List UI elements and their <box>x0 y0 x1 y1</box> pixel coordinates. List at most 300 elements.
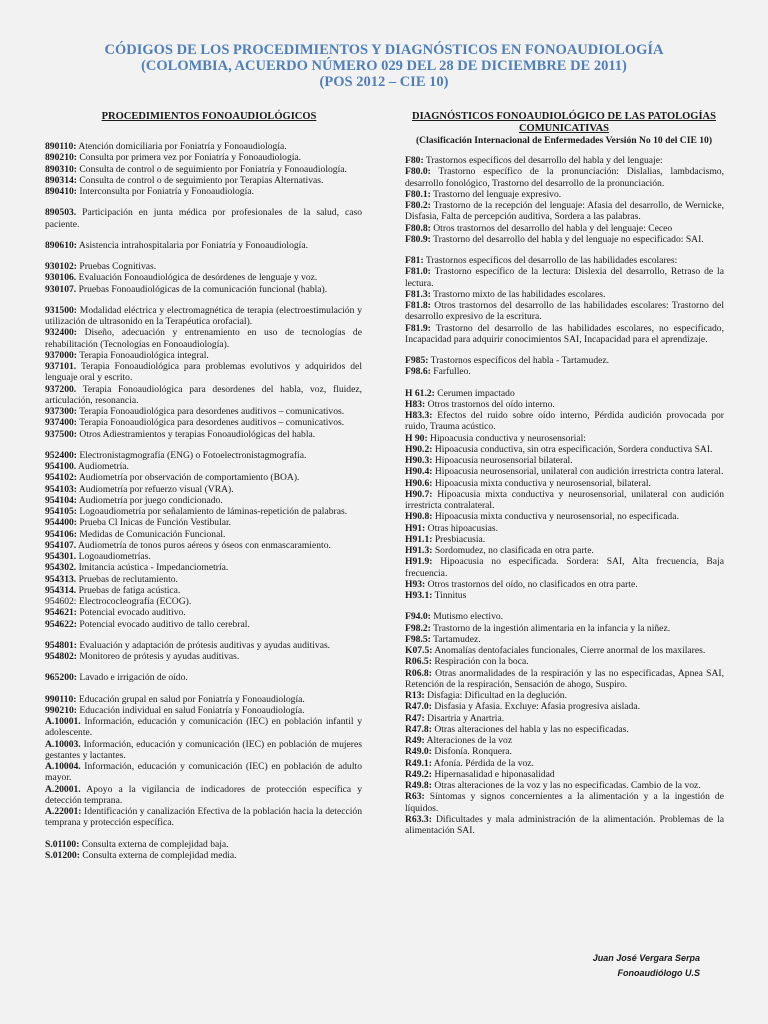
entry-description: Evaluación y adaptación de prótesis auditivas y ayudas auditivas. <box>76 639 331 651</box>
entry-code: F80.1: <box>405 188 431 200</box>
entry-code: 930102: <box>45 261 77 272</box>
diagnosis-entry <box>405 189 724 200</box>
entry-description: Electronistagmografía (ENG) o Fotoelectronistagmografía. <box>76 449 307 461</box>
entry-code: R06.5: <box>405 656 432 668</box>
entry-code: 954103: <box>45 483 77 495</box>
procedure-entry <box>45 207 362 230</box>
diagnosis-entry <box>405 701 724 712</box>
entry-description: Trastornos específicos del habla - Tartamudez. <box>428 355 610 366</box>
procedure-entry <box>45 152 362 163</box>
procedure-entry <box>45 240 362 251</box>
diagnosis-entry <box>405 366 724 377</box>
procedure-entry <box>45 651 362 662</box>
entry-description: Hipoacusia mixta conductiva y neurosensorial, unilateral con audición irrestricta contralateral. <box>405 488 724 511</box>
entry-code: F98.2: <box>405 622 431 634</box>
entry-code: A.10004. <box>45 761 81 772</box>
entry-code: H90.4: <box>405 466 433 478</box>
entry-code: R49: <box>405 735 425 746</box>
document-title <box>0 42 768 90</box>
entry-code: K07.5: <box>405 645 433 656</box>
procedure-entry <box>45 305 362 328</box>
group-gap <box>45 230 362 240</box>
group-gap <box>405 378 724 388</box>
diagnosis-entry <box>405 223 724 234</box>
procedure-entry <box>45 361 362 384</box>
entry-description: Audiometría por juego condicionado. <box>76 494 223 506</box>
procedure-entry <box>45 506 362 517</box>
entry-code: 930106. <box>45 272 77 284</box>
diagnosis-entry <box>405 289 724 300</box>
diagnosis-entry <box>405 656 724 667</box>
entry-description: Hipoacusia conductiva y neurosensorial: <box>427 432 586 444</box>
entry-code: R49.8: <box>405 780 432 791</box>
entry-description: Evaluación Fonoaudiológica de desórdenes de lenguaje y voz. <box>76 272 318 284</box>
entry-code: H93: <box>405 578 426 590</box>
diagnosis-entry <box>405 155 724 166</box>
procedure-entry <box>45 429 362 440</box>
entry-code: 954622: <box>45 618 77 630</box>
entry-description: Presbiacusia. <box>432 533 486 545</box>
diagnosis-entry <box>405 690 724 701</box>
entry-description: Trastorno del desarrollo de las habilidades escolares, no especificado, Incapacidad para adquirir conocimientos SAI, Incapacidad para el aprendizaje. <box>405 322 724 345</box>
entry-description: Disfagia: Dificultad en la deglución. <box>424 690 567 701</box>
procedure-entry <box>45 596 362 607</box>
entry-description: Otros Adiestramientos y terapias Fonoaudiológicas del habla. <box>76 428 316 440</box>
diagnosis-entry <box>405 255 724 266</box>
entry-code: A.22001: <box>45 806 82 817</box>
entry-description: Audiometría. <box>76 461 129 472</box>
diagnosis-entry <box>405 758 724 769</box>
procedure-entry <box>45 350 362 361</box>
diagnoses-subheading: (Clasificación Internacional de Enfermedades Versión No 10 del CIE 10) <box>415 135 713 146</box>
entry-code: F80.0: <box>405 166 431 178</box>
diagnosis-entry <box>405 668 724 691</box>
group-gap <box>45 295 362 305</box>
procedure-entry <box>45 806 362 829</box>
entry-code: F80.8: <box>405 222 431 234</box>
entry-description: Efectos del ruido sobre oído interno, Pérdida audición provocada por ruido, Trauma acústico. <box>405 410 724 433</box>
diagnosis-entry <box>405 545 724 556</box>
entry-description: Atención domiciliaria por Foniatría y Fonoaudiología. <box>76 141 287 152</box>
entry-description: Alteraciones de la voz <box>424 735 513 746</box>
entry-code: 954801: <box>45 639 77 651</box>
procedure-entry <box>45 607 362 618</box>
entry-code: 954301. <box>45 551 77 562</box>
entry-description: Trastorno mixto de las habilidades escolares. <box>430 288 606 300</box>
diagnoses-list <box>405 155 724 836</box>
entry-description: Afonía. Pérdida de la voz. <box>431 757 534 769</box>
entry-code: 890610: <box>45 239 77 251</box>
entry-code: H90.6: <box>405 477 433 489</box>
entry-code: R63.3: <box>405 813 432 825</box>
entry-code: F81.0: <box>405 266 431 278</box>
entry-code: 890314: <box>45 174 77 186</box>
entry-code: 937000: <box>45 349 77 361</box>
procedure-entry <box>45 619 362 630</box>
diagnoses-heading-line-2: COMUNICATIVAS <box>518 122 610 134</box>
procedure-entry <box>45 839 362 850</box>
entry-code: 954313. <box>45 573 77 585</box>
entry-code: 954106: <box>45 528 77 540</box>
diagnosis-entry <box>405 534 724 545</box>
entry-code: A.10001. <box>45 716 81 727</box>
entry-code: F98.6: <box>405 366 431 378</box>
entry-description: Asistencia intrahospitalaria por Foniatría y Fonoaudiología. <box>76 239 308 251</box>
procedure-entry <box>45 705 362 716</box>
entry-description: Potencial evocado auditivo de tallo cerebral. <box>76 618 250 630</box>
signature-role: Fonoaudiólogo U.S <box>617 968 700 978</box>
entry-description: Sordomudez, no clasificada en otra parte. <box>432 545 594 556</box>
entry-description: Otras hipoacusias. <box>425 522 499 534</box>
diagnosis-entry <box>405 724 724 735</box>
diagnoses-heading <box>404 111 724 134</box>
diagnosis-entry <box>405 746 724 757</box>
entry-code: R06.8: <box>405 667 432 679</box>
diagnosis-entry <box>405 455 724 466</box>
entry-description: Trastorno específico de la lectura: Dislexia del desarrollo, Retraso de la lectura. <box>405 266 724 289</box>
diagnosis-entry <box>405 511 724 522</box>
procedure-entry <box>45 284 362 295</box>
entry-description: Consulta externa de complejidad media. <box>79 849 237 861</box>
group-gap <box>45 630 362 640</box>
procedure-entry <box>45 761 362 784</box>
entry-description: Educación grupal en salud por Foniatría y Fonoaudiología. <box>76 693 305 705</box>
entry-description: Pruebas de fatiga acústica. <box>76 584 181 596</box>
entry-code: H91: <box>405 522 426 534</box>
group-gap <box>45 829 362 839</box>
entry-description: Mutismo electivo. <box>430 611 504 623</box>
entry-code: H90.7: <box>405 488 433 500</box>
procedure-entry <box>45 450 362 461</box>
entry-code: 931500: <box>45 304 77 316</box>
entry-description: Otros trastornos del oído interno. <box>425 398 555 410</box>
title-line-1: CÓDIGOS DE LOS PROCEDIMIENTOS Y DIAGNÓSTICOS EN FONOAUDIOLOGÍA <box>104 42 664 58</box>
diagnosis-entry <box>405 556 724 579</box>
entry-description: Síntomas y signos concernientes a la alimentación y a la ingestión de líquidos. <box>405 791 724 814</box>
entry-description: Logoaudiometría por señalamiento de láminas-repetición de palabras. <box>76 506 348 517</box>
entry-description: Lavado e irrigación de oído. <box>76 672 188 684</box>
procedure-entry <box>45 175 362 186</box>
entry-description: Consulta por primera vez por Foniatría y Fonoaudiología. <box>76 152 302 164</box>
entry-code: S.01100: <box>45 838 80 850</box>
entry-description: Terapia Fonoaudiológica para desordenes auditivos – comunicativos. <box>76 406 345 417</box>
entry-description: Participación en junta médica por profesionales de la salud, caso paciente. <box>45 207 362 230</box>
entry-code: R47.0: <box>405 701 432 713</box>
diagnosis-entry <box>405 791 724 814</box>
diagnosis-entry <box>405 388 724 399</box>
group-gap <box>45 684 362 694</box>
entry-description: Pruebas Fonoaudiológicas de la comunicación funcional (habla). <box>76 283 328 295</box>
entry-code: F81.8: <box>405 300 431 311</box>
entry-description: Otros trastornos del desarrollo de las habilidades escolares: Trastorno del desarrollo expresivo de la escritura. <box>405 300 724 323</box>
entry-description: Audiometría de tonos puros aéreos y óseos con enmascaramiento. <box>76 539 331 551</box>
entry-code: H83.3: <box>405 410 433 421</box>
entry-description: Hipoacusia conductiva, sin otra especificación, Sordera conductiva SAI. <box>432 443 713 455</box>
procedure-entry <box>45 327 362 350</box>
entry-code: 954602: <box>45 596 77 607</box>
entry-code: 954104: <box>45 494 77 506</box>
entry-code: R47: <box>405 712 425 724</box>
entry-description: Otros trastornos del oído, no clasificados en otra parte. <box>425 578 638 590</box>
procedure-entry <box>45 551 362 562</box>
entry-description: Terapia Fonoaudiológica para problemas evolutivos y adquiridos del lenguaje oral y escrito. <box>45 361 362 384</box>
entry-code: R49.0: <box>405 746 432 758</box>
entry-code: R63: <box>405 791 425 803</box>
entry-description: Imitancia acústica - Impedanciometría. <box>76 562 229 574</box>
diagnosis-entry <box>405 634 724 645</box>
entry-description: Trastorno específico de la pronunciación: Dislalias, lambdacismo, desarrollo fonológico, Trastorno del desarrollo de la pronunciación. <box>405 166 724 189</box>
group-gap <box>45 251 362 261</box>
entry-description: Terapia Fonoaudiológica integral. <box>76 349 209 361</box>
entry-description: Respiración con la boca. <box>431 656 529 668</box>
entry-description: Modalidad eléctrica y electromagnética de terapia (electroestimulación y utilización de ultrasonido en la Terapéutica orofacial). <box>45 304 362 327</box>
entry-code: F80: <box>405 155 424 166</box>
entry-description: Apoyo a la vigilancia de indicadores de protección específica y detección temprana. <box>45 783 362 806</box>
procedure-entry <box>45 484 362 495</box>
procedure-entry <box>45 672 362 683</box>
group-gap <box>405 245 724 255</box>
entry-description: Hipoacusia neurosensorial, unilateral con audición irrestricta contra lateral. <box>432 466 724 478</box>
entry-description: Farfulleo. <box>430 366 471 378</box>
entry-code: 990210: <box>45 704 77 716</box>
procedure-entry <box>45 495 362 506</box>
entry-code: R49.2: <box>405 768 432 780</box>
title-line-3: (POS 2012 – CIE 10) <box>319 74 449 90</box>
procedure-entry <box>45 164 362 175</box>
entry-code: 954100. <box>45 461 77 472</box>
entry-code: F80.9: <box>405 233 431 245</box>
entry-description: Disartria y Anartria. <box>424 712 505 724</box>
entry-code: A.10003. <box>45 738 81 750</box>
entry-code: F94.0: <box>405 611 431 623</box>
entry-code: 954102: <box>45 472 77 484</box>
entry-code: R49.1: <box>405 757 432 769</box>
entry-code: H83: <box>405 398 426 410</box>
entry-code: 937500: <box>45 428 77 440</box>
entry-description: Terapia Fonoaudiológica para desordenes del habla, voz, fluidez, articulación, resonancia. <box>45 383 362 406</box>
entry-description: Consulta de control o de seguimiento por Foniatría y Fonoaudiología. <box>76 163 347 175</box>
group-gap <box>45 440 362 450</box>
procedure-entry <box>45 562 362 573</box>
diagnosis-entry <box>405 355 724 366</box>
entry-description: Otras alteraciones de la voz y las no especificadas. Cambio de la voz. <box>431 780 701 791</box>
entry-description: Hipoacusia no especificada. Sordera: SAI, Alta frecuencia, Baja frecuencia. <box>405 556 724 579</box>
entry-code: H91.3: <box>405 545 433 556</box>
entry-code: 890110: <box>45 141 77 152</box>
entry-description: Medidas de Comunicación Funcional. <box>76 528 226 540</box>
entry-description: Pruebas de reclutamiento. <box>76 573 178 585</box>
entry-description: Información, educación y comunicación (IEC) en población de adulto mayor. <box>45 761 362 784</box>
procedure-entry <box>45 716 362 739</box>
entry-description: Tinnitus <box>432 590 467 601</box>
diagnosis-entry <box>405 713 724 724</box>
procedure-entry <box>45 640 362 651</box>
entry-code: 954302. <box>45 562 77 574</box>
entry-description: Hipoacusia mixta conductiva y neurosensorial, bilateral. <box>432 477 651 489</box>
title-line-2: (COLOMBIA, ACUERDO NÚMERO 029 DEL 28 DE DICIEMBRE DE 2011) <box>141 58 627 74</box>
group-gap <box>45 197 362 207</box>
entry-code: F81.3: <box>405 288 431 300</box>
diagnosis-entry <box>405 590 724 601</box>
entry-description: Terapia Fonoaudiológica para desordenes auditivos – comunicativos. <box>76 417 345 429</box>
entry-description: Audiometría por observación de comportamiento (BOA). <box>76 472 300 484</box>
procedure-entry <box>45 574 362 585</box>
diagnosis-entry <box>405 300 724 323</box>
entry-code: H90.8: <box>405 511 433 523</box>
entry-description: Trastorno de la recepción del lenguaje: Afasia del desarrollo, de Wernicke, Disfasia, Falta de percepción auditiva, Sordera a las palabras. <box>405 200 724 223</box>
entry-code: A.20001. <box>45 783 81 795</box>
procedures-heading: PROCEDIMIENTOS FONOAUDIOLÓGICOS <box>101 111 317 122</box>
diagnosis-entry <box>405 399 724 410</box>
diagnosis-entry <box>405 266 724 289</box>
entry-description: Pruebas Cognitivas. <box>76 261 157 272</box>
entry-code: F985: <box>405 355 429 366</box>
entry-description: Educación individual en salud Foniatría y Fonoaudiología. <box>76 704 305 716</box>
procedure-entry <box>45 461 362 472</box>
entry-code: 930107. <box>45 283 77 295</box>
procedure-entry <box>45 739 362 762</box>
procedure-entry <box>45 850 362 861</box>
entry-code: F81: <box>405 255 424 266</box>
entry-description: Trastorno del desarrollo del habla y del lenguaje no especificado: SAI. <box>430 233 704 245</box>
entry-description: Trastorno de la ingestión alimentaria en la infancia y la niñez. <box>430 622 671 634</box>
entry-description: Otras alteraciones del habla y las no especificadas. <box>431 723 629 735</box>
entry-description: Interconsulta por Foniatría y Fonoaudiología. <box>76 186 254 197</box>
procedure-entry <box>45 517 362 528</box>
diagnosis-entry <box>405 611 724 622</box>
entry-description: Hipoacusia neurosensorial bilateral. <box>432 455 573 466</box>
procedure-entry <box>45 784 362 807</box>
entry-description: Trastornos específicos del desarrollo del habla y del lenguaje: <box>423 155 663 166</box>
entry-code: 932400: <box>45 327 77 339</box>
procedure-entry <box>45 472 362 483</box>
entry-code: H90.3: <box>405 455 433 466</box>
diagnosis-entry <box>405 579 724 590</box>
diagnosis-entry <box>405 814 724 837</box>
procedure-entry <box>45 186 362 197</box>
group-gap <box>45 662 362 672</box>
procedure-entry <box>45 261 362 272</box>
diagnosis-entry <box>405 234 724 245</box>
entry-code: H 90: <box>405 432 428 444</box>
entry-code: 990110: <box>45 693 77 705</box>
procedures-list <box>45 141 362 861</box>
diagnosis-entry <box>405 166 724 189</box>
entry-code: 954314. <box>45 584 77 596</box>
diagnosis-entry <box>405 323 724 346</box>
entry-description: Prueba Cl Inicas de Función Vestibular. <box>76 517 232 529</box>
entry-code: 952400: <box>45 449 77 461</box>
entry-description: Cerumen impactado <box>434 387 515 399</box>
entry-description: Consulta de control o de seguimiento por Terapias Alternativas. <box>76 174 324 186</box>
entry-description: Electrococleografía (ECOG). <box>76 596 192 607</box>
entry-description: Diseño, adecuación y entrenamiento en uso de tecnologías de rehabilitación (Tecnologías en Fonoaudiología). <box>45 327 362 350</box>
entry-code: F81.9: <box>405 322 431 334</box>
entry-code: 954802: <box>45 651 77 662</box>
entry-description: Otros trastornos del desarrollo del habla y del lenguaje: Ceceo <box>430 222 673 234</box>
entry-code: 937300: <box>45 406 77 417</box>
procedure-entry <box>45 406 362 417</box>
diagnosis-entry <box>405 623 724 634</box>
signature-name: Juan José Vergara Serpa <box>592 953 700 963</box>
entry-code: R47.8: <box>405 723 432 735</box>
entry-description: Trastorno del lenguaje expresivo. <box>430 188 562 200</box>
entry-code: F98.5: <box>405 633 431 645</box>
entry-description: Información, educación y comunicación (IEC) en población de mujeres gestantes y lactantes. <box>45 738 362 761</box>
entry-code: 937400: <box>45 417 77 429</box>
entry-description: Hipoacusia mixta conductiva y neurosensorial, no especificada. <box>432 511 679 523</box>
procedure-entry <box>45 141 362 152</box>
diagnosis-entry <box>405 769 724 780</box>
entry-description: Consulta externa de complejidad baja. <box>79 838 229 850</box>
entry-code: 937200. <box>45 383 77 395</box>
diagnosis-entry <box>405 735 724 746</box>
diagnosis-entry <box>405 433 724 444</box>
entry-code: 954107. <box>45 539 77 551</box>
entry-code: 890210: <box>45 152 77 164</box>
entry-code: 954621: <box>45 607 77 619</box>
entry-code: H93.1: <box>405 590 433 601</box>
procedure-entry <box>45 540 362 551</box>
entry-code: F80.2: <box>405 200 431 211</box>
group-gap <box>405 345 724 355</box>
procedure-entry <box>45 272 362 283</box>
procedure-entry <box>45 529 362 540</box>
entry-code: 954400: <box>45 517 77 529</box>
entry-description: Disfasia y Afasia. Excluye: Afasia progresiva aislada. <box>431 701 640 713</box>
entry-description: Dificultades y mala administración de la alimentación. Problemas de la alimentación SAI. <box>405 813 724 836</box>
entry-code: H 61.2: <box>405 387 435 399</box>
diagnoses-heading-line-1: DIAGNÓSTICOS FONOAUDIOLÓGICO DE LAS PATOLOGÍAS <box>412 111 716 122</box>
entry-description: Anomalías dentofaciales funcionales, Cierre anormal de los maxilares. <box>432 645 706 656</box>
entry-description: Disfonía. Ronquera. <box>431 746 512 758</box>
entry-code: 890310: <box>45 163 77 175</box>
diagnosis-entry <box>405 489 724 512</box>
procedure-entry <box>45 384 362 407</box>
diagnosis-entry <box>405 780 724 791</box>
entry-description: Identificación y canalización Efectiva de la población hacia la detección temprana y protección específica. <box>45 806 362 829</box>
entry-code: H91.1: <box>405 533 433 545</box>
entry-code: 937101. <box>45 361 77 372</box>
diagnosis-entry <box>405 200 724 223</box>
entry-code: 965200: <box>45 672 77 684</box>
entry-description: Monitoreo de prótesis y ayudas auditivas. <box>76 651 240 662</box>
entry-description: Información, educación y comunicación (IEC) en población infantil y adolescente. <box>45 716 362 739</box>
diagnosis-entry <box>405 523 724 534</box>
entry-description: Potencial evocado auditivo. <box>76 607 186 619</box>
procedure-entry <box>45 417 362 428</box>
entry-description: Audiometría por refuerzo visual (VRA). <box>76 483 234 495</box>
entry-description: Tartamudez. <box>430 633 481 645</box>
diagnosis-entry <box>405 466 724 477</box>
entry-description: Hipernasalidad e hiponasalidad <box>431 768 555 780</box>
entry-code: R13: <box>405 690 425 701</box>
entry-code: S.01200: <box>45 849 80 861</box>
entry-code: 890503. <box>45 207 77 219</box>
diagnosis-entry <box>405 410 724 433</box>
diagnosis-entry <box>405 444 724 455</box>
group-gap <box>405 601 724 611</box>
entry-code: H90.2: <box>405 443 433 455</box>
entry-description: Trastornos específicos del desarrollo de las habilidades escolares: <box>423 255 678 266</box>
diagnosis-entry <box>405 645 724 656</box>
procedure-entry <box>45 694 362 705</box>
entry-description: Logoaudiometrías. <box>76 551 151 562</box>
entry-code: 890410: <box>45 186 77 197</box>
entry-code: 954105: <box>45 506 77 517</box>
procedure-entry <box>45 585 362 596</box>
diagnosis-entry <box>405 478 724 489</box>
